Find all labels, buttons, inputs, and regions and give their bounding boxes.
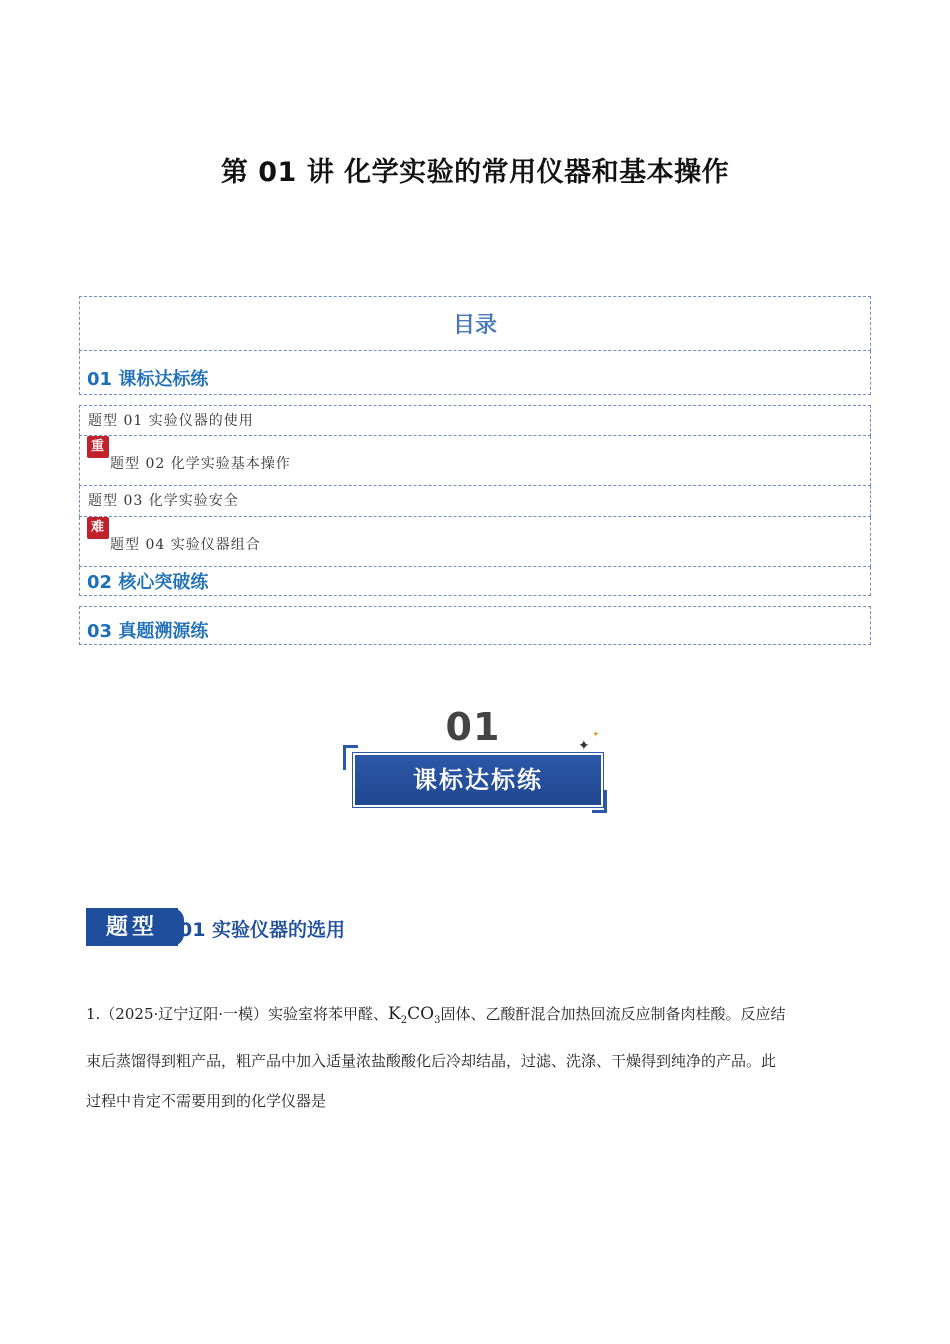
question-type-header [86,908,386,946]
toc-section-1[interactable]: 01 课标达标练 [79,351,871,395]
corner-bracket-icon [592,790,607,813]
formula-k: K [388,1004,401,1024]
toc-section-3[interactable]: 03 真题溯源练 [79,606,871,645]
question-1 [86,994,866,1121]
question-line-1-rest: 固体、乙酸酐混合加热回流反应制备肉桂酸。反应结 [440,1005,786,1023]
badge-difficult: 难 [87,517,109,539]
question-line-3: 过程中肯定不需要用到的化学仪器是 [86,1092,327,1110]
toc-heading: 目录 [79,296,871,351]
question-prefix: 1.（2025·辽宁辽阳·一模）实验室将苯甲醛、 [86,1005,389,1023]
section-banner [343,705,613,815]
section-number: 01 [445,705,501,749]
toc-item-3[interactable]: 题型 03 化学实验安全 [79,486,871,517]
toc-item-2-label: 题型 02 化学实验基本操作 [110,456,291,472]
toc-item-1[interactable]: 题型 01 实验仪器的使用 [79,405,871,436]
sparkle-icon: ✦ [592,730,600,740]
table-of-contents [79,296,871,645]
formula-co: CO [407,1004,435,1024]
toc-item-4[interactable] [79,517,871,567]
question-line-2: 束后蒸馏得到粗产品，粗产品中加入适量浓盐酸酸化后冷却结晶，过滤、洗涤、干燥得到纯净的产品。此 [86,1052,777,1070]
sparkle-icon: ✦ [578,738,590,754]
toc-section-2[interactable]: 02 核心突破练 [79,567,871,596]
page-title: 第 01 讲 化学实验的常用仪器和基本操作 [220,157,730,188]
formula-sub-1: 2 [400,1015,408,1026]
question-line-1 [86,994,866,1041]
badge-important: 重 [87,436,109,458]
toc-item-2[interactable] [79,436,871,486]
type-badge: 题型 [86,908,178,946]
section-label: 课标达标练 [353,753,603,807]
formula-sub-2: 3 [434,1015,441,1026]
type-title: 01 实验仪器的选用 [179,919,346,941]
toc-item-4-label: 题型 04 实验仪器组合 [110,537,261,553]
